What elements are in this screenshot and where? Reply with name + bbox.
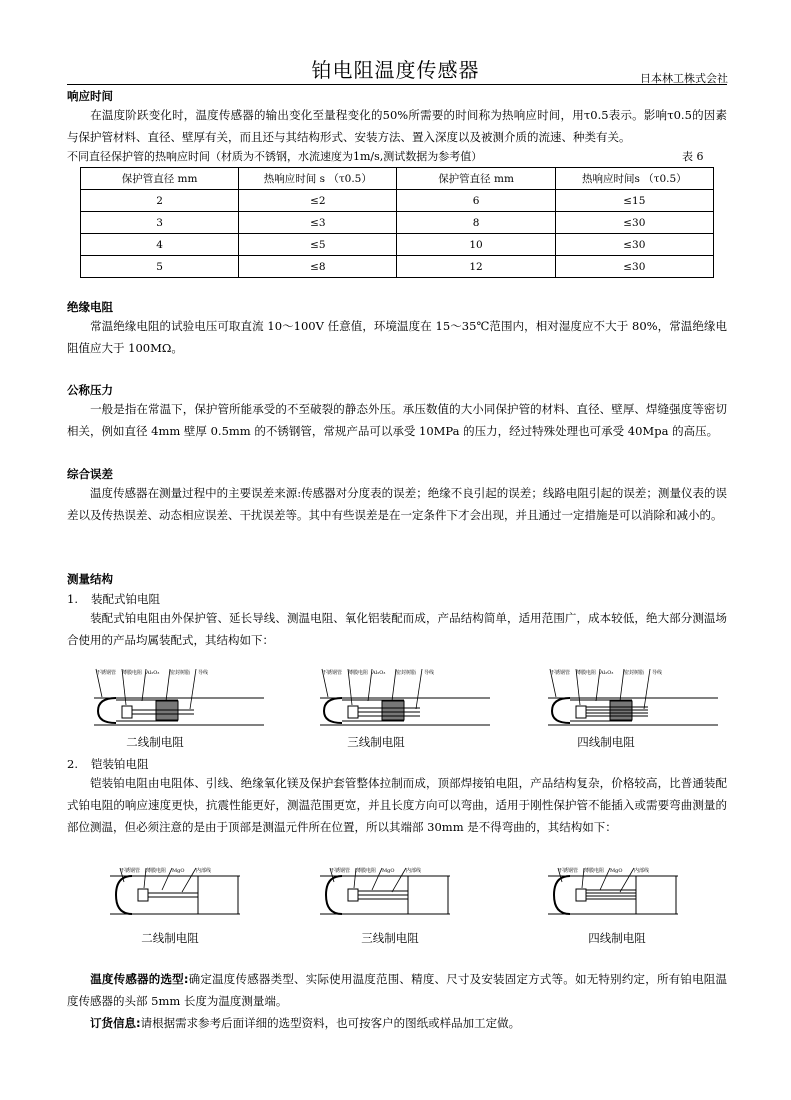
label-sealing-resin: 密封树脂 [624, 670, 645, 676]
paragraph-error: 温度传感器在测量过程中的主要误差来源:传感器对分度表的误差；绝缘不良引起的误差；线路电阻引起的误差；测量仪表的误差以及传热误差、动态相应误差、干扰误差等。其中有些误差是在一定条件下才会出现，并且通过一定措施是可以消除和减小的。 [67, 486, 727, 522]
diagram-armored-three-wire [320, 867, 450, 914]
table-caption: 不同直径保护管的热响应时间（材质为不锈钢，水流速度为1m/s,测试数据为参考值） [67, 150, 483, 163]
caption-assembled-two-wire: 二线制电阻 [126, 735, 184, 749]
table-cell: 10 [397, 234, 555, 256]
label-film-resistor: 薄膜电阻 [348, 670, 369, 676]
label-film-resistor: 薄膜电阻 [576, 670, 597, 676]
label-steel-tube: 不锈钢管 [330, 868, 351, 874]
label-alumina: Al₂O₃ [600, 670, 614, 676]
table-cell: ≤2 [239, 190, 397, 212]
label-sealing-resin: 密封树脂 [170, 670, 191, 676]
table-cell: 5 [81, 256, 239, 278]
table-header-row [81, 168, 714, 190]
table-cell: ≤15 [555, 190, 713, 212]
table-cell: ≤8 [239, 256, 397, 278]
paragraph-pressure: 一般是指在常温下，保护管所能承受的不至破裂的静态外压。承压数值的大小同保护管的材料、直径、壁厚、焊缝强度等密切相关，例如直径 4mm 壁厚 0.5mm 的不锈钢管，常规产品可以承受 10MPa 的压力，经过特殊处理也可承受 40Mpa 的高压。 [67, 402, 727, 438]
caption-armored-four-wire: 四线制电阻 [588, 931, 646, 945]
table-row [81, 190, 714, 212]
armored-diagrams [0, 862, 791, 924]
heading-pressure: 公称压力 [67, 383, 113, 397]
label-lead-wire: 导线 [198, 670, 209, 676]
company-name: 日本林工株式会社 [640, 72, 728, 85]
label-film-resistor: 薄膜电阻 [122, 670, 143, 676]
caption-assembled-three-wire: 三线制电阻 [347, 735, 405, 749]
table-header-cell: 热响应时间s （τ0.5） [555, 168, 713, 190]
table-cell: 2 [81, 190, 239, 212]
table-cell: ≤3 [239, 212, 397, 234]
diagram-armored-four-wire [548, 867, 678, 914]
caption-armored-three-wire: 三线制电阻 [361, 931, 419, 945]
label-alumina: Al₂O₃ [146, 670, 160, 676]
label-steel-tube: 不锈钢管 [96, 670, 117, 676]
table-header-cell: 热响应时间 s （τ0.5） [239, 168, 397, 190]
heading-response-time: 响应时间 [67, 89, 113, 103]
diagram-three-wire [320, 669, 490, 725]
label-alumina: Al₂O₃ [372, 670, 386, 676]
table-header-cell: 保护管直径 mm [81, 168, 239, 190]
paragraph-selection: 温度传感器的选型:确定温度传感器类型、实际使用温度范围、精度、尺寸及安装固定方式等。如无特别约定，所有铂电阻温度传感器的头部 5mm 长度为温度测量端。 [67, 972, 727, 1008]
table-header-cell: 保护管直径 mm [397, 168, 555, 190]
table-row [81, 212, 714, 234]
label-film-resistor: 薄膜电阻 [146, 868, 167, 874]
header-rule [67, 84, 727, 85]
label-film-resistor: 薄膜电阻 [356, 868, 377, 874]
label-inner-wire: 内部线 [196, 868, 212, 874]
label-film-resistor: 薄膜电阻 [584, 868, 605, 874]
label-inner-wire: 内部线 [634, 868, 650, 874]
table-cell: 12 [397, 256, 555, 278]
diagram-four-wire [548, 669, 718, 725]
label-inner-wire: 内部线 [406, 868, 422, 874]
paragraph-response-time: 在温度阶跃变化时，温度传感器的输出变化至量程变化的50%所需要的时间称为热响应时间，用τ0.5表示。影响τ0.5的因素与保护管材料、直径、壁厚有关，而且还与其结构形式、安装方法、置入深度以及被测介质的流速、种类有关。 [67, 108, 727, 144]
table-cell: 6 [397, 190, 555, 212]
heading-structure: 测量结构 [67, 572, 113, 586]
label-steel-tube: 不锈钢管 [558, 868, 579, 874]
table-cell: ≤30 [555, 212, 713, 234]
label-lead-wire: 导线 [652, 670, 663, 676]
table-row [81, 234, 714, 256]
label-lead-wire: 导线 [424, 670, 435, 676]
table-cell: ≤5 [239, 234, 397, 256]
label-steel-tube: 不锈钢管 [550, 670, 571, 676]
page-title: 铂电阻温度传感器 [311, 58, 480, 82]
table-cell: ≤30 [555, 234, 713, 256]
paragraph-insulation: 常温绝缘电阻的试验电压可取直流 10～100V 任意值，环境温度在 15～35℃范围内，相对湿度应不大于 80%，常温绝缘电阻值应大于 100MΩ。 [67, 319, 727, 355]
label-steel-tube: 不锈钢管 [322, 670, 343, 676]
diagram-armored-two-wire [110, 867, 240, 914]
label-mgo: MgO [382, 868, 395, 874]
heading-error: 综合误差 [67, 467, 113, 481]
paragraph-assembled: 装配式铂电阻由外保护管、延长导线、测温电阻、氧化铝装配而成，产品结构简单，适用范围广，成本较低，绝大部分测温场合使用的产品均属装配式，其结构如下： [67, 611, 727, 647]
heading-insulation: 绝缘电阻 [67, 300, 113, 314]
list-item-armored: 2. 铠装铂电阻 [67, 757, 149, 771]
label-mgo: MgO [172, 868, 185, 874]
table-cell: ≤30 [555, 256, 713, 278]
label-sealing-resin: 密封树脂 [396, 670, 417, 676]
label-mgo: MgO [610, 868, 623, 874]
caption-assembled-four-wire: 四线制电阻 [577, 735, 635, 749]
table-cell: 3 [81, 212, 239, 234]
list-item-assembled: 1. 装配式铂电阻 [67, 592, 160, 606]
table-row [81, 256, 714, 278]
paragraph-order: 订货信息:请根据需求参考后面详细的选型资料，也可按客户的图纸或样品加工定做。 [90, 1016, 521, 1030]
label-steel-tube: 不锈钢管 [120, 868, 141, 874]
table-number: 表 6 [682, 150, 704, 163]
caption-armored-two-wire: 二线制电阻 [141, 931, 199, 945]
table-cell: 8 [397, 212, 555, 234]
response-time-table [80, 167, 714, 278]
assembled-diagrams [0, 665, 791, 745]
diagram-two-wire [94, 669, 264, 725]
table-cell: 4 [81, 234, 239, 256]
paragraph-armored: 铠装铂电阻由电阻体、引线、绝缘氧化镁及保护套管整体拉制而成，顶部焊接铂电阻，产品结构复杂，价格较高，比普通装配式铂电阻的响应速度更快，抗震性能更好，测温范围更宽，并且长度方向可以弯曲，适用于刚性保护管不能插入或需要弯曲测量的部位测温，但必须注意的是由于顶部是测温元件所在位置，所以其端部 30mm 是不得弯曲的，其结构如下： [67, 776, 727, 834]
